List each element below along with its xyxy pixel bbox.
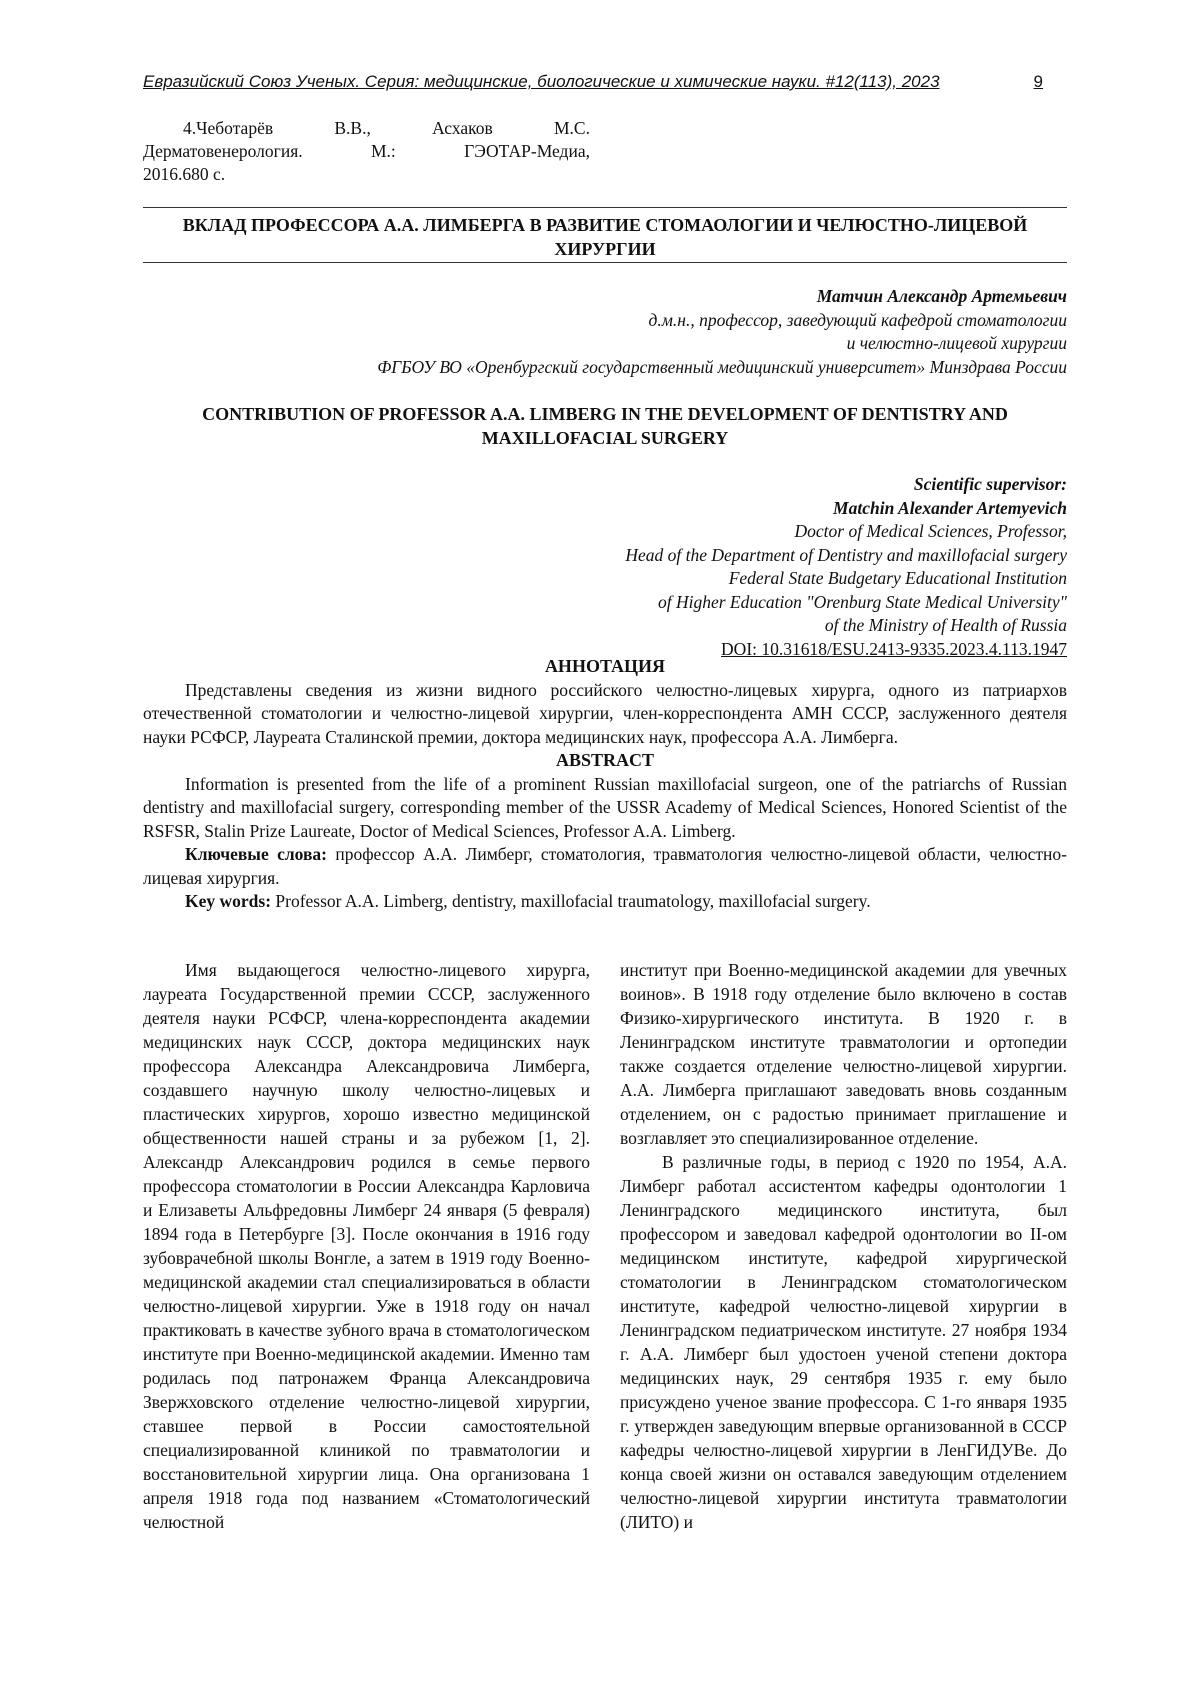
keywords-ru-label: Ключевые слова: — [185, 844, 327, 864]
running-header — [143, 72, 1043, 92]
title-rule-bottom — [143, 262, 1067, 263]
author-name-en: Matchin Alexander Artemyevich — [833, 497, 1067, 518]
author-affil-en-3: Federal State Budgetary Educational Institution — [728, 568, 1067, 588]
journal-title: Евразийский Союз Ученых. Серия: медицинские, биологические и химические науки. #12(113), 2023 — [143, 72, 940, 91]
ref4-initials2: М.С. — [554, 118, 590, 138]
ref4-publisher: ГЭОТАР-Медиа, — [464, 141, 590, 161]
keywords-ru — [143, 843, 1067, 890]
ref4-tail: 2016.680 с. — [143, 164, 226, 184]
abstract-block — [143, 655, 1067, 914]
author-block-ru — [377, 285, 1067, 379]
author-affil-en-5: of the Ministry of Health of Russia — [824, 615, 1067, 635]
ref4-initials1: В.В., — [334, 118, 371, 138]
annotation-text: Представлены сведения из жизни видного российского челюстно-лицевых хирурга, одного из патриархов отечественной стоматологии и челюстно-лицевой хирургии, член-корреспондента АМН СССР, заслуженного деятеля науки РСФСР, Лауреата Сталинской премии, доктора медицинских наук, профессора А.А. Лимберга. — [143, 679, 1067, 747]
doi-link[interactable]: DOI: 10.31618/ESU.2413-9335.2023.4.113.1947 — [721, 638, 1067, 659]
body-paragraph: институт при Военно-медицинской академии для увечных воинов». В 1918 году отделение было включено в состав Физико-хирургического института. В 1920 г. в Ленинградском институте травматологии и ортопедии также создается отделение челюстно-лицевой хирургии. А.А. Лимберга приглашают заведовать вновь созданным отделением, он с радостью принимает приглашение и возглавляет это специализированное отделение. — [620, 960, 1067, 1148]
author-affil-en-4: of Higher Education "Orenburg State Medical University" — [657, 591, 1067, 612]
author-affil-ru-3: ФГБОУ ВО «Оренбургский государственный медицинский университет» Минздрава России — [377, 356, 1067, 377]
page-number: 9 — [1033, 72, 1043, 91]
reference-4 — [143, 117, 590, 186]
abstract-heading: ABSTRACT — [555, 750, 655, 770]
keywords-en-text: Professor A.A. Limberg, dentistry, maxillofacial traumatology, maxillofacial surgery. — [271, 891, 871, 911]
keywords-en — [143, 890, 1067, 914]
body-column-right — [620, 958, 1067, 1534]
author-affil-ru-2: и челюстно-лицевой хирургии — [846, 333, 1067, 353]
body-paragraph: Имя выдающегося челюстно-лицевого хирурга, лауреата Государственной премии СССР, заслуженного деятеля науки РСФСР, члена-корреспондента академии медицинских наук СССР, доктора медицинских наук профессора Александра Александровича Лимберга, создавшего научную школу челюстно-лицевых и пластических хирургов, хорошо известно медицинской общественности нашей страны и за рубежом [1, 2]. Александр Александрович родился в семье первого профессора стоматологии в России Александра Карловича и Елизаветы Альфредовны Лимберг 24 января (5 февраля) 1894 года в Петербурге [3]. После окончания в 1916 году зубоврачебной школы Вонгле, а затем в 1919 году Военно-медицинской академии стал специализироваться в области челюстно-лицевой хирургии. Уже в 1918 году он начал практиковать в качестве зубного врача в стоматологическом институте при Военно-медицинской академии. Именно там родилась под патронажем Франца Александровича Звержховского отделение челюстно-лицевой хирургии, ставшее первой в России самостоятельной специализированной клиникой по травматологии и восстановительной хирургии лица. Она организована 1 апреля 1918 года под названием «Стоматологический челюстной — [143, 960, 590, 1532]
body-columns — [143, 958, 1067, 1534]
article-title-en: CONTRIBUTION OF PROFESSOR A.A. LIMBERG IN THE DEVELOPMENT OF DENTISTRY AND MAXILLOFACIAL SURGERY — [202, 404, 1008, 448]
ref4-num: 4.Чеботарёв — [183, 118, 274, 138]
keywords-ru-text: профессор А.А. Лимберг, стоматология, травматология челюстно-лицевой области, челюстно-лицевая хирургия. — [143, 844, 1067, 888]
body-column-left — [143, 958, 590, 1534]
article-title-ru: ВКЛАД ПРОФЕССОРА А.А. ЛИМБЕРГА В РАЗВИТИЕ СТОМАОЛОГИИ И ЧЕЛЮСТНО-ЛИЦЕВОЙ ХИРУРГИИ — [182, 215, 1028, 259]
author-affil-en-1: Doctor of Medical Sciences, Professor, — [794, 521, 1067, 541]
body-paragraph: В различные годы, в период с 1920 по 1954, А.А. Лимберг работал ассистентом кафедры одонтологии 1 Ленинградского медицинского института, был профессором и заведовал кафедрой одонтологии во II-ом медицинском институте, кафедрой хирургической стоматологии в Ленинградском стоматологическом институте, кафедрой челюстно-лицевой хирургии в Ленинградском педиатрическом институте. 27 ноября 1934 г. А.А. Лимберг был удостоен ученой степени доктора медицинских наук, 29 сентября 1935 г. ему было присуждено ученое звание профессора. С 1-го января 1935 г. утвержден заведующим впервые организованной в СССР кафедры челюстно-лицевой хирургии в ЛенГИДУВе. До конца своей жизни он оставался заведующим отделением челюстно-лицевой хирургии института травматологии (ЛИТО) и — [620, 1152, 1067, 1532]
author-block-en — [625, 473, 1067, 661]
author-affil-ru-1: д.м.н., профессор, заведующий кафедрой стоматологии — [648, 309, 1067, 330]
ref4-city: М.: — [370, 141, 396, 161]
author-name-ru: Матчин Александр Артемьевич — [816, 286, 1067, 306]
abstract-text: Information is presented from the life of a prominent Russian maxillofacial surgeon, one of the patriarchs of Russian dentistry and maxillofacial surgery, corresponding member of the USSR Academy of Medical Sciences, Honored Scientist of the RSFSR, Stalin Prize Laureate, Doctor of Medical Sciences, Professor A.A. Limberg. — [143, 773, 1067, 841]
supervisor-label: Scientific supervisor: — [913, 474, 1067, 494]
title-rule-top — [143, 207, 1067, 208]
annotation-heading: АННОТАЦИЯ — [544, 656, 666, 676]
ref4-author2: Асхаков — [432, 118, 493, 138]
ref4-work: Дерматовенерология. — [143, 141, 303, 161]
keywords-en-label: Key words: — [185, 891, 272, 911]
author-affil-en-2: Head of the Department of Dentistry and maxillofacial surgery — [625, 544, 1067, 565]
